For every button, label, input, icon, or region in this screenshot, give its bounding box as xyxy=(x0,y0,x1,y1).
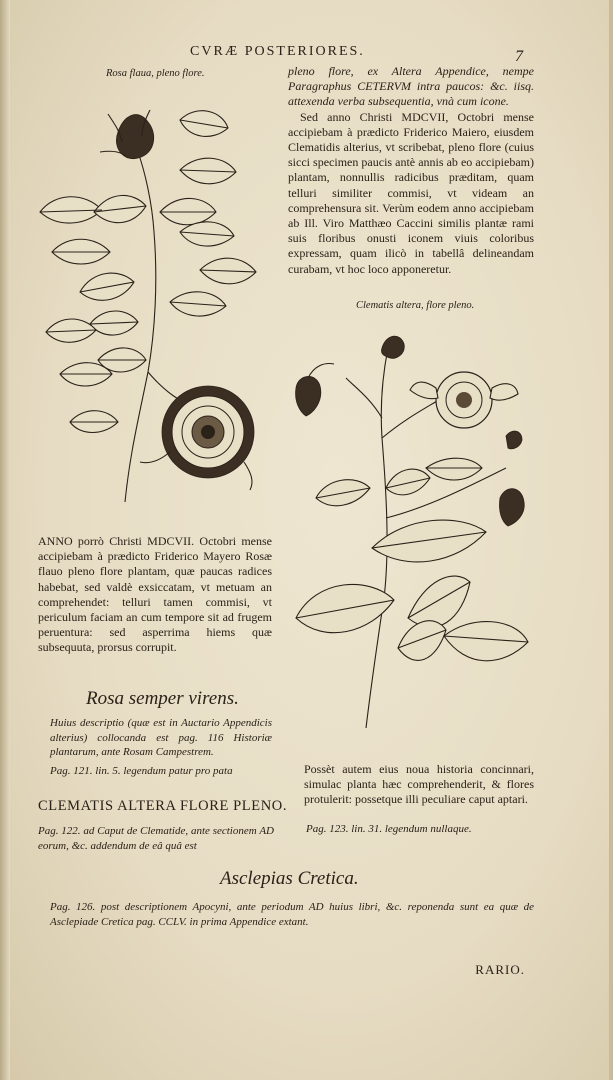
rosa-heading: Rosa semper virens. xyxy=(86,688,239,709)
rose-paragraph: ANNO porrò Christi MDCVII. Octobri mense accipiebam à prædicto Friderico Mayero Rosæ flauo pleno flore plantam, quæ paucas radices habebat, sed valdè exsiccatam, vt metuam an comprehendet: telluri tamen commisi, vt periculum faciam an cum tempore sit ad frugem peruentura: sed asperrima hiems quæ subsequuta, prorsus corrupit. xyxy=(38,534,272,655)
clematis-intro-text xyxy=(288,64,534,277)
rosa-note: Huius descriptio (quæ est in Auctario Appendicis alterius) collocanda est pag. 116 Historiæ plantarum, ante Rosam Campestrem. xyxy=(50,717,272,758)
clematis-woodcut-illustration xyxy=(286,318,536,738)
rose-caption: Rosa flaua, pleno flore. xyxy=(106,68,205,79)
clematis-caption: Clematis altera, flore pleno. xyxy=(356,300,475,311)
rose-woodcut-illustration xyxy=(30,92,278,512)
page-gutter xyxy=(0,0,10,1080)
clematis-paragraph: Sed anno Christi MDCVII, Octobri mense accipiebam à prædicto Friderico Maiero, eiusdem Clematidis alterius, vt scribebat, pleno flore (cuius sicci specimen paucis antè annis ab eo accipiebam) plantam, nonnullis radicibus præditam, quam telluri similiter commisi, vt videam an comprehensura sit. Verùm eodem anno accipiebam ab Ill. Viro Matthæo Caccini similis plantæ rami suis floribus onusti iconem viuis coloribus expressam, quam ilicò in tabellâ delineandam curabam, vt hoc loco apponeretur. xyxy=(288,109,534,276)
rosa-line: Pag. 121. lin. 5. legendum patur pro pata xyxy=(50,765,233,777)
page-edge xyxy=(609,0,613,1080)
asclepias-note: Pag. 126. post descriptionem Apocyni, ante periodum AD huius libri, &c. reponenda sunt ea quæ de Asclepiade Cretica pag. CCLV. in prima Appendice extant. xyxy=(50,901,534,928)
catchword: RARIO. xyxy=(475,962,525,977)
running-head: CVRÆ POSTERIORES. xyxy=(190,44,365,59)
page-number: 7 xyxy=(515,48,523,65)
clematis-line: Pag. 123. lin. 31. legendum nullaque. xyxy=(306,823,472,835)
clematis-note: Pag. 122. ad Caput de Clematide, ante sectionem AD eorum, &c. addendum de eâ quâ est xyxy=(38,825,274,852)
clematis-after-text: Possèt autem eius noua historia concinnari, simulac planta hæc comprehenderit, & flores protulerit: possetque illi peculiare caput aptari. xyxy=(304,762,534,807)
asclepias-heading: Asclepias Cretica. xyxy=(220,868,359,889)
clematis-intro: pleno flore, ex Altera Appendice, nempe Paragraphus CETERVM intra paucos: &c. iisq. attexenda verba subsequentia, vnà cum icone. xyxy=(288,64,534,109)
clematis-heading: CLEMATIS ALTERA FLORE PLENO. xyxy=(38,798,288,814)
